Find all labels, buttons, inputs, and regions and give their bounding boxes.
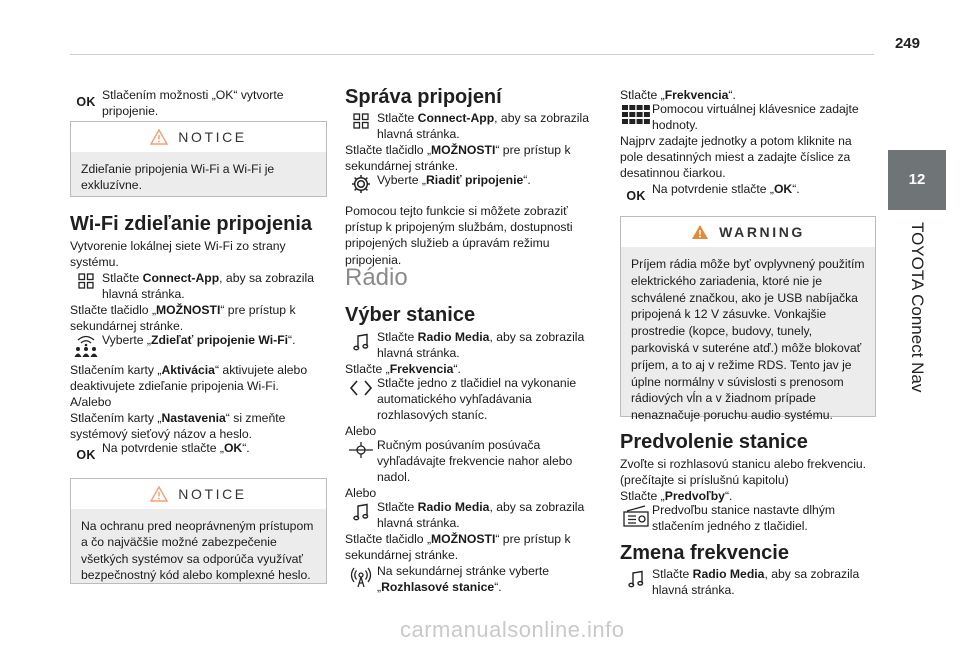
preset-intro: Zvoľte si rozhlasovú stanicu alebo frekvenciu. (prečítajte si príslušnú kapitolu) (620, 457, 867, 488)
notice-body: Na ochranu pred neoprávneným prístupom a čo najväčšie možné zabezpečenie všetkých systémov sa odporúča využívať bezpečnostný kód alebo komplexné heslo. (81, 519, 314, 583)
warning-box (620, 216, 876, 423)
music-note-icon (628, 570, 644, 588)
or-text: A/alebo (70, 395, 112, 409)
warning-triangle-icon (691, 224, 709, 240)
decimal-instructions: Najprv zadajte jednotky a potom kliknite na pole desatinných miest a zadajte číslice za desatinnou čiarkou. (620, 134, 852, 181)
section-heading-connections: Správa pripojení (345, 86, 502, 108)
activation-text: Stlačením karty „Aktivácia“ aktivujete alebo deaktivujete zdieľanie pripojenia Wi-Fi. (70, 363, 308, 394)
warning-triangle-icon (150, 129, 168, 145)
step-options-3: Stlačte tlačidlo „MOŽNOSTI“ pre prístup k sekundárnej stránke. (345, 532, 571, 563)
step-long-press: Predvoľbu stanice nastavte dlhým stlačením jedného z tlačidiel. (620, 502, 875, 534)
settings-text: Stlačením karty „Nastavenia“ si zmeňte systémový sieťový názov a heslo. (70, 411, 286, 442)
warning-triangle-icon (150, 486, 168, 502)
section-heading-preset: Predvolenie stanice (620, 431, 808, 453)
radio-antenna-icon (350, 566, 372, 588)
step-manual-slider: Ručným posúvaním posúvača vyhľadávajte frekvencie nahor alebo nadol. (345, 437, 600, 486)
step-frequency-2: Stlačte „Frekvencia“. (620, 88, 736, 102)
notice-box-2 (70, 478, 327, 584)
wifi-share-icon (73, 334, 99, 358)
intro-text: Vytvorenie lokálnej siete Wi-Fi zo strany systému. (70, 239, 286, 270)
step-radio-media-3: Stlačte Radio Media, aby sa zobrazila hlavná stránka. (620, 566, 875, 598)
section-heading-change-frequency: Zmena frekvencie (620, 542, 789, 564)
step-select-wifi-share: Vyberte „Zdieľať pripojenie Wi-Fi“. (70, 332, 325, 358)
preset-radio-icon (623, 505, 649, 527)
step-options: Stlačte tlačidlo „MOŽNOSTI“ pre prístup k sekundárnej stránke. (70, 303, 296, 334)
footer-watermark[interactable]: carmanualsonline.info (400, 617, 625, 642)
ok-icon: OK (76, 448, 96, 462)
seek-arrows-icon[interactable] (349, 379, 373, 397)
step-connect-app-2: Stlačte Connect-App, aby sa zobrazila hlavná stránka. (345, 110, 600, 142)
step-confirm: OK Na potvrdenie stlačte „OK“. (76, 441, 250, 462)
step-auto-search: Stlačte jedno z tlačidiel na vykonanie automatického vyhľadávania rozhlasových staníc. (345, 375, 600, 424)
or-text-2: Alebo (345, 486, 377, 500)
ok-icon: OK (626, 189, 646, 203)
ok-step: OK Stlačením možnosti „OK“ vytvorte pripojenie. (76, 88, 284, 119)
step-options-2: Stlačte tlačidlo „MOŽNOSTI“ pre prístup k sekundárnej stránke. (345, 143, 571, 174)
chapter-title: TOYOTA Connect Nav (908, 222, 927, 393)
apps-grid-icon (353, 113, 369, 129)
music-note-icon (353, 503, 369, 521)
music-note-icon (353, 333, 369, 351)
keyboard-icon (622, 105, 650, 127)
warning-body: Príjem rádia môže byť ovplyvnený použitím elektrického zariadenia, ktoré nie je schválené značkou, ako je USB nabíjačka pripojená k 12 V zásuvke. Vonkajšie prostredie (kopce, budovy, tunely, parkoviská v suteréne atď.) môže blokovať príjem, a to aj v režime RDS. Tento jav je úplne normálny v súvislosti s prenosom rádiových vĺn a v žiadnom prípade nenaznačuje poruchu audio systému. (631, 257, 865, 423)
step-manage-connection: Vyberte „Riadiť pripojenie“. (345, 172, 600, 195)
notice-body: Zdieľanie pripojenia Wi-Fi a Wi-Fi je exkluzívne. (81, 162, 275, 193)
step-radio-stations: Na sekundárnej stránke vyberte „Rozhlasové stanice“. (345, 563, 600, 595)
ok-icon: OK (76, 95, 96, 109)
warning-title: WARNING (719, 224, 805, 240)
or-text-1: Alebo (345, 424, 377, 438)
settings-gear-icon (350, 173, 372, 195)
notice-title: NOTICE (178, 129, 247, 145)
header-divider (70, 54, 874, 55)
page-number: 249 (894, 35, 920, 52)
step-confirm-2: OK Na potvrdenie stlačte „OK“. (626, 182, 800, 203)
chapter-tab[interactable]: 12 (888, 150, 946, 210)
step-frequency: Stlačte „Frekvencia“. (345, 362, 461, 376)
step-keyboard: Pomocou virtuálnej klávesnice zadajte hodnoty. (620, 101, 875, 133)
step-connect-app: Stlačte Connect-App, aby sa zobrazila hlavná stránka. (70, 270, 325, 302)
step-presets: Stlačte „Predvoľby“. (620, 489, 733, 503)
apps-grid-icon (78, 273, 94, 289)
section-heading-station: Výber stanice (345, 304, 476, 326)
step-radio-media: Stlačte Radio Media, aby sa zobrazila hlavná stránka. (345, 329, 600, 361)
notice-box-1 (70, 121, 327, 197)
radio-title: Rádio (345, 264, 408, 291)
step-radio-media-2: Stlačte Radio Media, aby sa zobrazila hlavná stránka. (345, 499, 600, 531)
section-heading-wifi: Wi-Fi zdieľanie pripojenia (70, 213, 312, 235)
notice-title: NOTICE (178, 486, 247, 502)
slider-icon[interactable] (348, 441, 374, 459)
connections-description: Pomocou tejto funkcie si môžete zobraziť prístup k pripojeným službám, dostupnosti pripojených služieb a úpravám režimu pripojenia. (345, 204, 573, 267)
